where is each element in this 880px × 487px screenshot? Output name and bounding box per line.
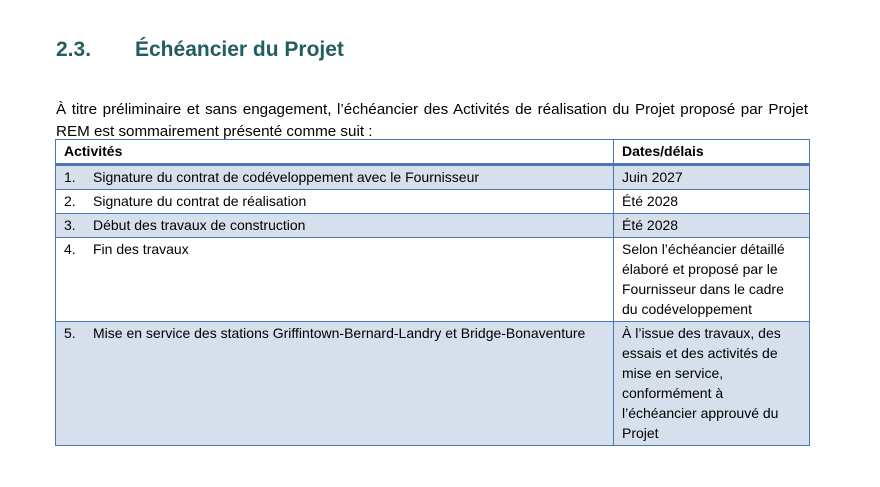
- activity-text: Signature du contrat de codéveloppement avec le Fournisseur: [93, 169, 480, 185]
- row-number: 1.: [64, 169, 76, 185]
- table-row: [56, 238, 810, 322]
- table-row: [56, 190, 810, 214]
- date-cell: Été 2028: [614, 190, 810, 214]
- table-row: [56, 322, 810, 446]
- activity-cell: [56, 165, 614, 190]
- intro-paragraph: À titre préliminaire et sans engagement, l’échéancier des Activités de réalisation du Projet proposé par Projet REM est sommairement présenté comme suit :: [56, 101, 808, 141]
- activity-text: Signature du contrat de réalisation: [93, 193, 307, 209]
- activity-cell: [56, 190, 614, 214]
- activity-text: Fin des travaux: [93, 241, 189, 257]
- row-number: 3.: [64, 217, 76, 233]
- row-number: 5.: [64, 325, 76, 341]
- date-cell: Été 2028: [614, 214, 810, 238]
- table-row: [56, 214, 810, 238]
- section-number: 2.3.: [56, 38, 92, 61]
- activity-cell: [56, 238, 614, 322]
- activity-cell: [56, 322, 614, 446]
- schedule-table: [55, 139, 810, 446]
- table-row: [56, 165, 810, 190]
- date-cell: Juin 2027: [614, 165, 810, 190]
- header-dates: Dates/délais: [614, 140, 810, 165]
- row-number: 2.: [64, 193, 76, 209]
- row-number: 4.: [64, 241, 76, 257]
- table-header-row: [56, 140, 810, 165]
- activity-text: Début des travaux de construction: [93, 217, 306, 233]
- date-cell: À l’issue des travaux, des essais et des activités de mise en service, conformément à l’échéancier approuvé du Projet: [614, 322, 810, 446]
- date-cell: Selon l’échéancier détaillé élaboré et proposé par le Fournisseur dans le cadre du codéveloppement: [614, 238, 810, 322]
- header-activities: Activités: [56, 140, 614, 165]
- activity-text: Mise en service des stations Griffintown-Bernard-Landry et Bridge-Bonaventure: [93, 325, 586, 341]
- section-title: Échéancier du Projet: [135, 38, 344, 61]
- section-heading: [56, 38, 344, 62]
- activity-cell: [56, 214, 614, 238]
